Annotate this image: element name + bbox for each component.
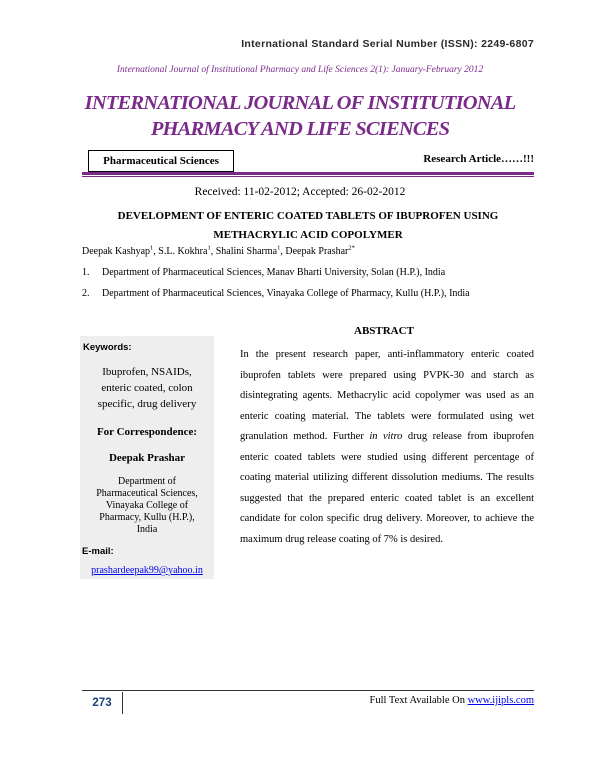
paper-title-line1: DEVELOPMENT OF ENTERIC COATED TABLETS OF IBUPROFEN USING: [117, 210, 499, 222]
paper-title-line2: METHACRYLIC ACID COPOLYMER: [213, 229, 403, 241]
journal-title: [0, 90, 600, 142]
in-vitro-italic: in vitro: [369, 431, 403, 442]
affiliation-1: 1. Department of Pharmaceutical Sciences, Manav Bharti University, Solan (H.P.), India: [82, 267, 446, 278]
journal-title-line2: PHARMACY AND LIFE SCIENCES: [150, 118, 450, 140]
correspondence-address: Department of Pharmaceutical Sciences, Vinayaka College of Pharmacy, Kullu (H.P.), India: [96, 476, 198, 535]
correspondence-name: Deepak Prashar: [108, 452, 186, 464]
journal-reference: International Journal of Institutional Pharmacy and Life Sciences 2(1): January-February 2012: [116, 65, 484, 75]
page-number: 273: [82, 692, 123, 714]
email-link[interactable]: prashardeepak99@yahoo.in: [91, 565, 203, 576]
abstract-heading: ABSTRACT: [354, 325, 414, 337]
footer-availability: Full Text Available On www.ijipls.com: [369, 695, 534, 706]
header-rule-thick: [82, 172, 534, 175]
author-list: [82, 245, 355, 257]
author: Shalini Sharma$^1$,: [215, 245, 286, 258]
correspondence-label: For Correspondence:: [96, 426, 198, 438]
footer-rule: [82, 690, 534, 691]
issn-header: International Standard Serial Number (ISSN): 2249-6807: [241, 38, 534, 50]
abstract-body: In the present research paper, anti-inflammatory enteric coated ibuprofen tablets were prepared using PVPK-30 and starch as disintegrating agents. Methacrylic acid copolymer was used as an enteric coating material. The tablets were formulated using wet granulation method. Further in vitro drug release from ibuprofen enteric coated tablets were studied using different percentage of coating material utilizing different dissolution mediums. The results suggested that the prepared enteric coated tablet is an excellent candidate for colon specific drug delivery. Moreover, to achieve the maximum drug release coating of 7% is desired.: [240, 349, 535, 545]
section-label: Pharmaceutical Sciences: [88, 150, 234, 172]
keywords-list: Ibuprofen, NSAIDs, enteric coated, colon specific, drug delivery: [97, 366, 197, 410]
keywords-label: Keywords:: [83, 342, 132, 353]
journal-title-line1: INTERNATIONAL JOURNAL OF INSTITUTIONAL: [84, 92, 516, 114]
paper-title: [82, 207, 534, 245]
author: S.L. Kokhra$^1$,: [158, 245, 216, 258]
journal-website-link[interactable]: www.ijipls.com: [467, 695, 534, 706]
article-dates: Received: 11-02-2012; Accepted: 26-02-2012: [194, 186, 406, 198]
email-label: E-mail:: [82, 546, 114, 557]
author: Deepak Kashyap$^1$,: [82, 245, 159, 258]
affiliation-2: 2. Department of Pharmaceutical Sciences, Vinayaka College of Pharmacy, Kullu (H.P.), India: [82, 288, 470, 299]
article-type: Research Article……!!!: [423, 153, 534, 165]
header-rule-thin: [82, 176, 534, 177]
author: Deepak Prashar$^{2*}$: [285, 245, 355, 258]
